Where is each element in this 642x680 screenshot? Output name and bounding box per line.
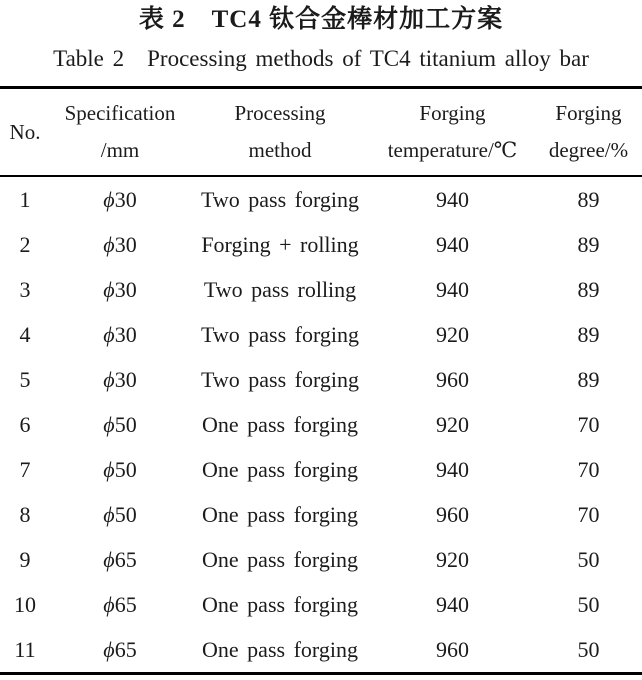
diameter-phi-symbol: ϕ (103, 366, 115, 392)
cell-no: 4 (19, 321, 31, 347)
cell-forging-degree: 89 (577, 276, 600, 302)
table-row (0, 357, 642, 402)
header-no-label: No. (9, 119, 41, 144)
diameter-phi-symbol: ϕ (103, 411, 115, 437)
cell-no: 3 (19, 276, 31, 302)
cell-no: 1 (19, 186, 31, 212)
cell-no: 7 (19, 456, 31, 482)
cell-no: 11 (14, 636, 36, 662)
table-caption-chinese: 表 2 TC4 钛合金棒材加工方案 (138, 6, 504, 33)
table-caption-english: Table 2 Processing methods of TC4 titanium alloy bar (53, 46, 589, 71)
cell-forging-degree: 50 (577, 591, 600, 617)
header-method-line2: method (248, 138, 312, 162)
header-temperature-line1: Forging (419, 101, 486, 125)
cell-processing-method: One pass forging (202, 591, 358, 617)
spec-value: 30 (114, 186, 137, 212)
table-row (0, 582, 642, 627)
cell-processing-method: Two pass forging (200, 321, 360, 347)
cell-processing-method: Forging + rolling (201, 231, 359, 257)
cell-forging-degree: 70 (577, 411, 600, 437)
table-row (0, 537, 642, 582)
cell-specification (50, 402, 190, 447)
cell-forging-temperature: 940 (436, 456, 469, 482)
cell-forging-degree: 89 (577, 366, 600, 392)
table-row (0, 267, 642, 312)
cell-no: 5 (19, 366, 31, 392)
cell-specification (50, 537, 190, 582)
cell-forging-temperature: 940 (436, 591, 469, 617)
cell-forging-degree: 70 (577, 456, 600, 482)
column-header-specification (50, 88, 190, 177)
spec-value: 65 (114, 546, 137, 572)
cell-processing-method: Two pass forging (200, 366, 360, 392)
cell-forging-degree: 50 (577, 636, 600, 662)
processing-methods-table (0, 86, 642, 675)
spec-value: 30 (114, 366, 137, 392)
cell-forging-degree: 89 (577, 186, 600, 212)
cell-specification (50, 357, 190, 402)
spec-value: 65 (114, 636, 137, 662)
cell-processing-method: One pass forging (202, 636, 358, 662)
cell-forging-temperature: 920 (436, 411, 469, 437)
cell-forging-temperature: 960 (436, 501, 469, 527)
cell-forging-temperature: 960 (436, 366, 469, 392)
cell-forging-temperature: 960 (436, 636, 469, 662)
spec-value: 50 (114, 411, 137, 437)
cell-specification (50, 582, 190, 627)
cell-forging-degree: 89 (577, 231, 600, 257)
table-header (0, 88, 642, 177)
cell-specification (50, 267, 190, 312)
spec-value: 30 (114, 231, 137, 257)
table-row (0, 492, 642, 537)
header-degree-line1: Forging (555, 101, 622, 125)
column-header-forging-degree (535, 88, 642, 177)
diameter-phi-symbol: ϕ (103, 636, 115, 662)
diameter-phi-symbol: ϕ (103, 501, 115, 527)
cell-processing-method: One pass forging (202, 411, 358, 437)
table-row (0, 176, 642, 222)
cell-processing-method: Two pass forging (200, 186, 360, 212)
table-row (0, 627, 642, 674)
diameter-phi-symbol: ϕ (103, 321, 115, 347)
cell-specification (50, 176, 190, 222)
spec-value: 65 (114, 591, 137, 617)
header-specification-line2: /mm (100, 138, 140, 162)
cell-processing-method: Two pass rolling (203, 276, 357, 302)
cell-forging-temperature: 920 (436, 546, 469, 572)
cell-specification (50, 627, 190, 674)
header-specification-line1: Specification (64, 101, 176, 125)
cell-forging-temperature: 940 (436, 231, 469, 257)
spec-value: 50 (114, 501, 137, 527)
diameter-phi-symbol: ϕ (103, 276, 115, 302)
column-header-forging-temperature (370, 88, 535, 177)
cell-specification (50, 312, 190, 357)
cell-no: 6 (19, 411, 31, 437)
header-temperature-line2: temperature/℃ (387, 138, 518, 162)
cell-specification (50, 222, 190, 267)
diameter-phi-symbol: ϕ (103, 546, 115, 572)
table-row (0, 402, 642, 447)
diameter-phi-symbol: ϕ (103, 231, 115, 257)
diameter-phi-symbol: ϕ (103, 591, 115, 617)
spec-value: 30 (114, 276, 137, 302)
spec-value: 30 (114, 321, 137, 347)
cell-forging-degree: 89 (577, 321, 600, 347)
cell-forging-degree: 70 (577, 501, 600, 527)
table-row (0, 312, 642, 357)
cell-forging-temperature: 940 (436, 186, 469, 212)
header-degree-line2: degree/% (548, 138, 629, 162)
table-body (0, 176, 642, 674)
cell-forging-temperature: 920 (436, 321, 469, 347)
header-row (0, 88, 642, 177)
table-row (0, 222, 642, 267)
cell-processing-method: One pass forging (202, 546, 358, 572)
cell-specification (50, 492, 190, 537)
cell-specification (50, 447, 190, 492)
diameter-phi-symbol: ϕ (103, 456, 115, 482)
cell-no: 2 (19, 231, 31, 257)
cell-no: 10 (14, 591, 36, 617)
cell-no: 9 (19, 546, 31, 572)
cell-forging-temperature: 940 (436, 276, 469, 302)
cell-processing-method: One pass forging (202, 501, 358, 527)
cell-no: 8 (19, 501, 31, 527)
header-method-line1: Processing (234, 101, 326, 125)
column-header-no (0, 88, 50, 177)
diameter-phi-symbol: ϕ (103, 186, 115, 212)
column-header-processing-method (190, 88, 370, 177)
cell-processing-method: One pass forging (202, 456, 358, 482)
cell-forging-degree: 50 (577, 546, 600, 572)
spec-value: 50 (114, 456, 137, 482)
table-row (0, 447, 642, 492)
